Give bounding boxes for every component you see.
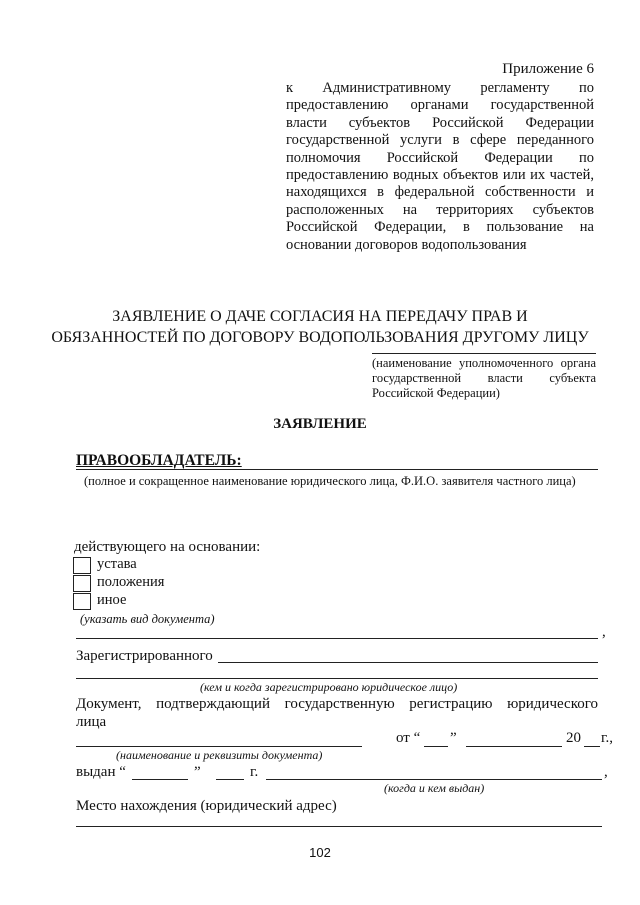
address-field-line[interactable] <box>76 826 602 827</box>
document-quote-close: ” <box>450 730 457 746</box>
document-day-field-line[interactable] <box>424 746 448 747</box>
document-title-line-1: ЗАЯВЛЕНИЕ О ДАЧЕ СОГЛАСИЯ НА ПЕРЕДАЧУ ПРАВ И <box>112 308 528 325</box>
trailing-comma: , <box>602 624 606 640</box>
registered-field-line[interactable] <box>218 662 598 663</box>
checkbox-regulation-label: положения <box>97 574 165 590</box>
checkbox-charter[interactable] <box>73 557 91 574</box>
issued-hint: (когда и кем выдан) <box>384 781 485 795</box>
page-number: 102 <box>309 845 331 860</box>
document-hint: (наименование и реквизиты документа) <box>116 748 323 762</box>
issued-by-field-line[interactable] <box>266 779 602 780</box>
authority-hint: (наименование уполномоченного органа государственной власти субъекта Российской Федерации) <box>372 356 596 400</box>
checkbox-other[interactable] <box>73 593 91 610</box>
appendix-text: к Административному регламенту по предоставлению органами государственной власти субъектов Российской Федерации государственной услуги в сфере переданного полномочия Российской Федерации по предоставлению водных объектов или их частей, находящихся в федеральной собственности и расположенных на территориях субъектов Российской Федерации, в пользование на основании договоров водопользования <box>286 80 594 253</box>
issued-year-suffix: г. <box>250 764 259 780</box>
document-year-field-line[interactable] <box>584 746 600 747</box>
checkbox-other-label: иное <box>97 592 127 608</box>
section-heading: ЗАЯВЛЕНИЕ <box>273 416 367 432</box>
document-line-2: лица <box>76 714 107 730</box>
document-line-1: Документ, подтверждающий государственную регистрацию юридического <box>76 696 598 712</box>
registered-label: Зарегистрированного <box>76 648 213 664</box>
issued-quote-close: ” <box>194 764 201 780</box>
registered-hint: (кем и когда зарегистрировано юридическое лицо) <box>200 680 458 694</box>
basis-label: действующего на основании: <box>74 539 261 555</box>
holder-label: ПРАВООБЛАДАТЕЛЬ: <box>76 452 242 469</box>
issued-month-field-line[interactable] <box>216 779 244 780</box>
issued-day-field-line[interactable] <box>132 779 188 780</box>
document-name-field-line[interactable] <box>76 746 362 747</box>
document-year-prefix: 20 <box>566 730 581 746</box>
issued-trailing-comma: , <box>604 764 608 780</box>
address-label: Место нахождения (юридический адрес) <box>76 798 337 814</box>
holder-hint: (полное и сокращенное наименование юридического лица, Ф.И.О. заявителя частного лица) <box>84 474 576 488</box>
document-month-field-line[interactable] <box>466 746 562 747</box>
checkbox-regulation[interactable] <box>73 575 91 592</box>
checkbox-charter-label: устава <box>97 556 137 572</box>
basis-field-line[interactable] <box>76 638 598 639</box>
document-title-line-2: ОБЯЗАННОСТЕЙ ПО ДОГОВОРУ ВОДОПОЛЬЗОВАНИЯ ДРУГОМУ ЛИЦУ <box>51 329 589 346</box>
holder-field-line[interactable] <box>76 469 598 470</box>
authority-field-line[interactable] <box>372 353 596 354</box>
document-from-label: от “ <box>396 730 421 746</box>
issued-label: выдан “ <box>76 764 126 780</box>
appendix-title: Приложение 6 <box>502 61 594 77</box>
document-year-suffix: г., <box>601 730 613 746</box>
registered-field-line-2[interactable] <box>76 678 598 679</box>
basis-hint: (указать вид документа) <box>80 612 215 626</box>
document-title <box>40 306 600 348</box>
